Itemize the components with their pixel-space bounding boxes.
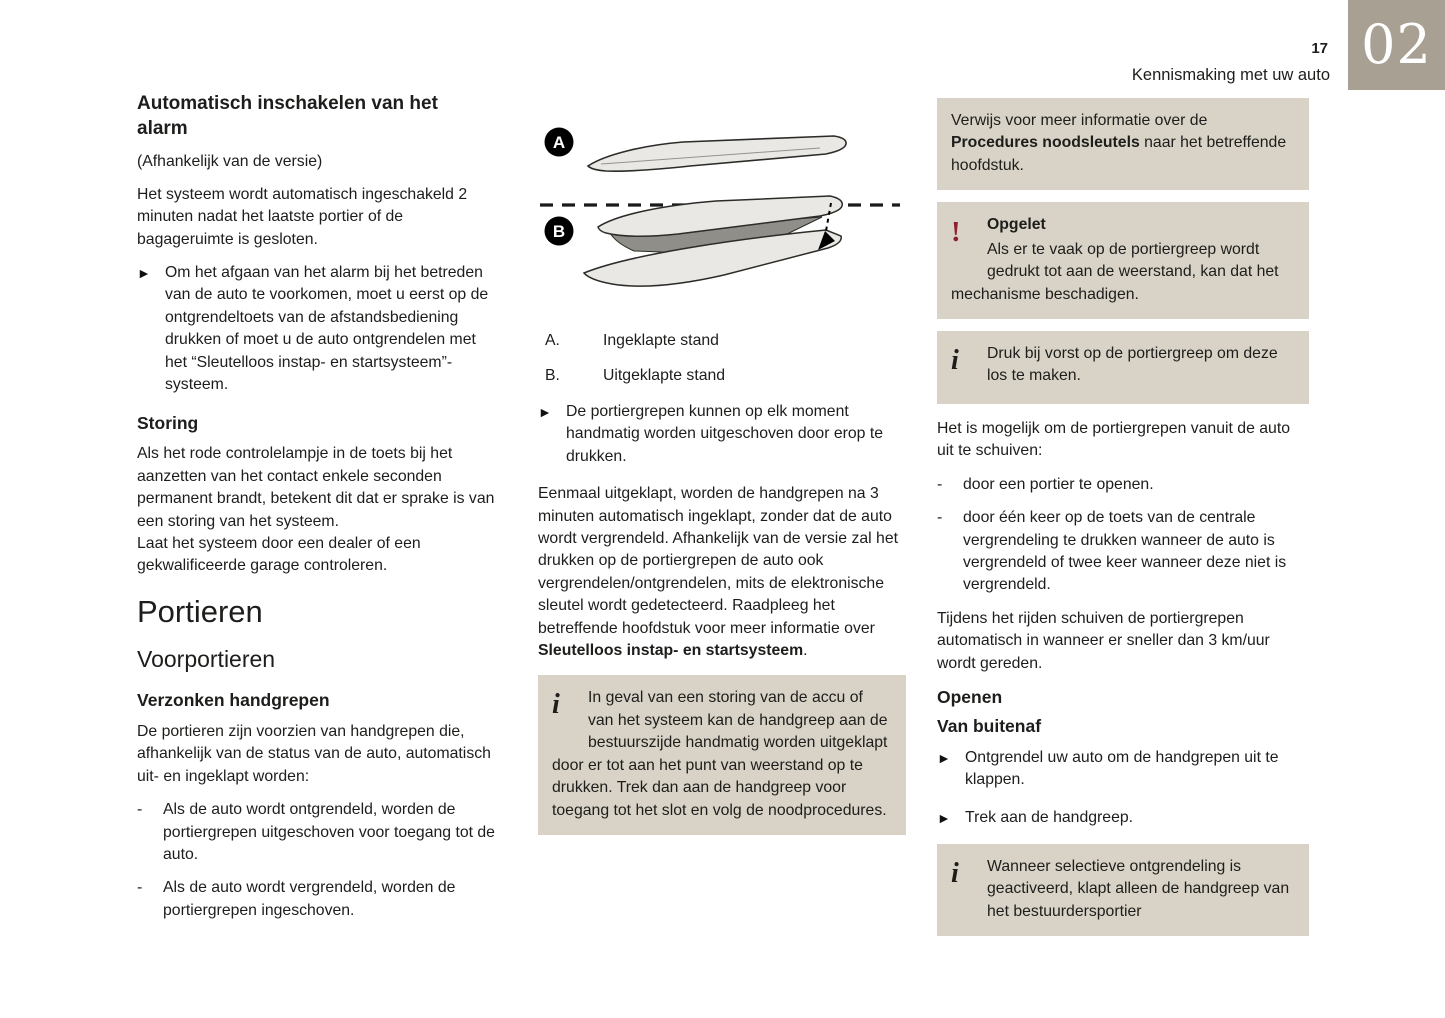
paragraph-handgrepen: De portieren zijn voorzien van handgrepen die, afhankelijk van de status van de auto, automatisch uit- en ingeklapt worden:: [137, 722, 491, 785]
dash-bullet-icon: -: [937, 509, 943, 527]
instruction-item: [137, 262, 502, 397]
list-item: [937, 507, 1309, 597]
heading-openen: Openen: [937, 687, 1003, 708]
list-item: [937, 474, 1309, 496]
svg-text:B: B: [552, 222, 566, 241]
list-item: [137, 877, 502, 922]
label-b-badge: [545, 217, 574, 246]
info-box-selectieve-ontgrendeling: [937, 844, 1309, 936]
instruction-item: [937, 807, 1309, 829]
paragraph-alarm-system: Het systeem wordt automatisch ingeschakeld 2 minuten nadat het laatste portier of de bagageruimte is gesloten.: [137, 185, 468, 248]
info-box-vorst: [937, 331, 1309, 404]
legend-row-a: [545, 330, 906, 352]
instruction-text: Om het afgaan van het alarm bij het betreden van de auto te voorkomen, moet u eerst op de ontgrendeltoets van de afstandsbediening drukken of moet u de auto ontgrendelen met het “Sleutelloos instap- en startsysteem”-systeem.: [165, 264, 489, 394]
section-title: Kennismaking met uw auto: [1131, 66, 1330, 84]
list-item-text: Als de auto wordt vergrendeld, worden de portiergrepen ingeschoven.: [163, 879, 456, 919]
list-item-text: Als de auto wordt ontgrendeld, worden de portiergrepen uitgeschoven voor toegang tot de auto.: [163, 801, 495, 863]
instruction-text: Trek aan de handgreep.: [965, 808, 1134, 826]
info-box-text: Druk bij vorst op de portiergreep om deze los te maken.: [987, 344, 1278, 385]
info-box-noodsleutels: [937, 98, 1309, 190]
instruction-text: Ontgrendel uw auto om de handgrepen uit te klappen.: [965, 748, 1279, 789]
warning-text: Als er te vaak op de portiergreep wordt gedrukt tot aan de weerstand, kan dat het mechanisme beschadigen.: [951, 240, 1279, 303]
warning-box-opgelet: [937, 202, 1309, 319]
chapter-badge: [1348, 0, 1445, 90]
heading-verzonken-handgrepen: Verzonken handgrepen: [137, 690, 330, 711]
illustration-legend: [538, 330, 906, 388]
info-box-text: In geval van een storing van de accu of van het systeem kan de handgreep aan de bestuurszijde handmatig worden uitgeklapt door er tot aan het punt van weerstand op te drukken. Trek dan aan de handgreep voor toegang tot het slot en volg de noodprocedures.: [552, 689, 888, 819]
paragraph-text: Eenmaal uitgeklapt, worden de handgrepen na 3 minuten automatisch ingeklapt, zonder dat de auto wordt vergrendeld. Afhankelijk van de versie zal het drukken op de portiergrepen de auto ook vergrendelen/ontgrendelen, mits de elektronische sleutel wordt gedetecteerd. Raadpleeg het betreffende hoofdstuk voor meer informatie over: [538, 485, 899, 637]
info-box-text: naar het betreffende hoofdstuk.: [951, 134, 1287, 174]
info-icon: i: [552, 689, 560, 721]
info-box-noodprocedure: [538, 675, 906, 835]
label-a-badge: [545, 128, 574, 157]
paragraph-uitgeklapt: [538, 483, 906, 662]
legend-text: Uitgeklapte stand: [603, 367, 726, 385]
legend-row-b: [545, 365, 906, 387]
bold-phrase: Procedures noodsleutels: [951, 134, 1140, 152]
info-icon: i: [951, 344, 959, 376]
paragraph-text: .: [803, 642, 808, 660]
list-item: [137, 799, 502, 866]
chapter-number: 02: [1361, 13, 1432, 76]
handle-a-shape: [588, 136, 846, 171]
legend-text: Ingeklapte stand: [603, 332, 719, 349]
warning-title: Opgelet: [987, 216, 1046, 234]
info-box-text: Verwijs voor meer informatie over de: [951, 112, 1208, 129]
bold-phrase: Sleutelloos instap- en startsysteem: [538, 642, 804, 660]
heading-portieren: Portieren: [137, 593, 263, 629]
dash-bullet-icon: -: [937, 475, 943, 493]
dash-bullet-icon: -: [137, 879, 143, 897]
arrow-bullet-icon: ►: [937, 809, 951, 826]
svg-text:A: A: [552, 133, 566, 152]
info-icon: i: [951, 857, 959, 889]
arrow-bullet-icon: ►: [937, 749, 951, 766]
instruction-text: De portiergrepen kunnen op elk moment handmatig worden uitgeschoven door erop te drukken.: [566, 402, 884, 465]
info-box-text: Wanneer selectieve ontgrendeling is geactiveerd, klapt alleen de handgreep van het bestuurdersportier: [987, 857, 1290, 920]
heading-voorportieren: Voorportieren: [137, 645, 276, 672]
left-column: [137, 92, 502, 933]
paragraph-rijden: Tijdens het rijden schuiven de portiergrepen automatisch in wanneer er sneller dan 3 km/uur wordt gereden.: [937, 609, 1270, 672]
heading-van-buitenaf: Van buitenaf: [937, 715, 1042, 736]
paragraph-storing-2: Laat het systeem door een dealer of een gekwalificeerde garage controleren.: [137, 535, 421, 575]
dash-bullet-icon: -: [137, 801, 143, 819]
right-column: [937, 98, 1309, 948]
door-handle-illustration: [538, 104, 906, 306]
paragraph-storing: Als het rode controlelampje in de toets bij het aanzetten van het contact enkele seconden permanent brandt, betekent dit dat er sprake is van een storing van het systeem.: [137, 445, 495, 530]
paragraph-mogelijk: Het is mogelijk om de portiergrepen vanuit de auto uit te schuiven:: [937, 419, 1290, 460]
legend-key: A.: [545, 332, 560, 349]
handle-b-shape: [584, 196, 842, 286]
list-item-text: door één keer op de toets van de centrale vergrendeling te drukken wanneer de auto is vergrendeld of twee keer wanneer deze niet is vergrendeld.: [963, 509, 1287, 594]
warning-icon: !: [951, 216, 961, 249]
list-item-text: door een portier te openen.: [963, 475, 1154, 493]
version-note: (Afhankelijk van de versie): [137, 153, 323, 171]
arrow-bullet-icon: ►: [137, 265, 151, 282]
page-number: 17: [1311, 40, 1328, 57]
heading-storing: Storing: [137, 412, 199, 433]
instruction-item: [538, 401, 906, 468]
instruction-item: [937, 747, 1309, 792]
heading-auto-alarm: Automatisch inschakelen van het alarm: [137, 93, 438, 139]
legend-key: B.: [545, 367, 560, 385]
arrow-bullet-icon: ►: [538, 403, 552, 420]
middle-column: [538, 104, 906, 847]
